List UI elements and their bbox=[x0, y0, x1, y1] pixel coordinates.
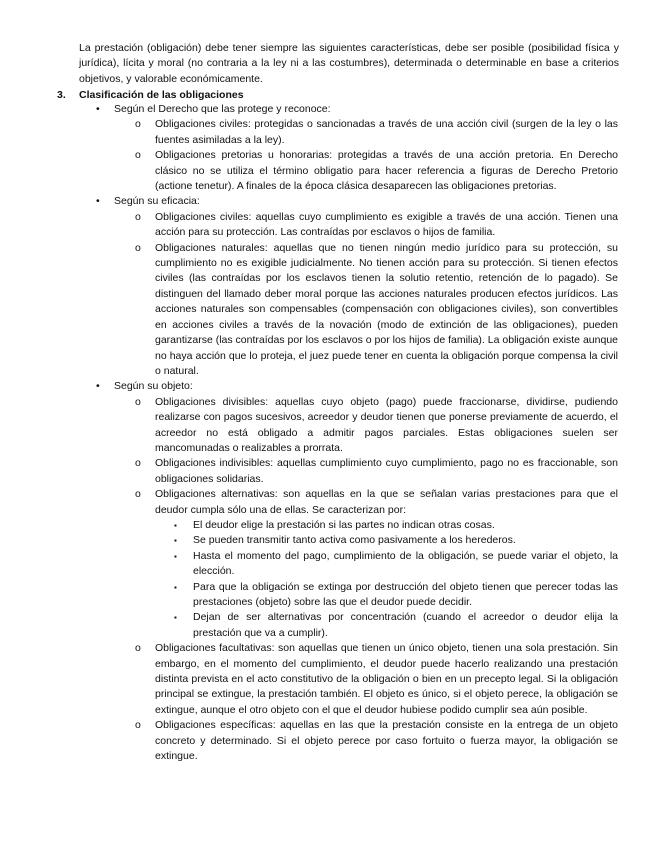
obligation-item bbox=[0, 148, 618, 194]
characteristic-text: Hasta el momento del pago, cumplimiento de la obligación, se puede variar el objeto, la elección. bbox=[193, 549, 618, 578]
obligation-text: Obligaciones facultativas: son aquellas que tienen un único objeto, tienen una sola prestación. Sin embargo, en el momento del cumplimiento, el deudor puede hacerlo realizando una prestación distinta prevista en el acto constitutivo de la obligación o bien en un precepto legal. Si la obligación principal se extingue, la prestación también. El objeto es único, si el objeto perece, la obligación se extingue, aunque el otro objeto con el que el deudor hubiese podido cumplir sea aún posible. bbox=[155, 642, 618, 716]
obligation-item bbox=[0, 641, 618, 718]
characteristic-item bbox=[0, 518, 618, 533]
classification-list bbox=[0, 102, 655, 764]
obligation-item bbox=[0, 117, 618, 148]
characteristic-item bbox=[0, 580, 618, 611]
square-bullet-icon: ▪ bbox=[174, 536, 177, 546]
characteristic-text: Se pueden transmitir tanto activa como pasivamente a los herederos. bbox=[193, 534, 516, 547]
characteristic-text: Para que la obligación se extinga por destrucción del objeto tienen que perecer todas las prestaciones (objeto) sobre las que el deudor puede decidir. bbox=[193, 580, 618, 608]
circle-bullet-icon: o bbox=[135, 642, 141, 655]
obligation-text: Obligaciones naturales: aquellas que no tienen ningún medio jurídico para su protección, su cumplimiento no es exigible judicialmente. No tienen acción para su protección. Si tienen efectos civiles (las contraídas por los esclavos tienen la solutio retentio, retención de lo pagado). Se distinguen del llamado deber moral porque las acciones naturales producen efectos jurídicos. Las acciones naturales son compensables (compensación con obligaciones civiles), son convertibles en acciones civiles a través de la novación (modo de extinción de las obligaciones), pueden garantizarse (las contraídas por los esclavos o por los hijos de familia). La obligación existe aunque no haya acción que lo proteja, el juez puede tener en cuenta la obligación porque compensa la civil o natural. bbox=[155, 241, 618, 377]
square-bullet-icon: ▪ bbox=[174, 582, 177, 592]
square-bullet-icon: ▪ bbox=[174, 613, 177, 623]
circle-bullet-icon: o bbox=[135, 457, 141, 470]
intro-paragraph: La prestación (obligación) debe tener siempre las siguientes características, debe ser posible (posibilidad física y jurídica), lícita y moral (no contraria a la ley ni a las costumbres), determinada o determinable en base a criterios objetivos, y valorable económicamente. bbox=[79, 42, 619, 85]
square-bullet-icon: ▪ bbox=[174, 551, 177, 561]
characteristic-text: Dejan de ser alternativas por concentración (cuando el acreedor o deudor elija la prestación que va a cumplir). bbox=[193, 611, 618, 639]
obligation-list bbox=[114, 210, 618, 379]
bullet-icon: • bbox=[96, 103, 100, 115]
obligation-item bbox=[0, 210, 618, 241]
circle-bullet-icon: o bbox=[135, 719, 141, 732]
bullet-icon: • bbox=[96, 380, 100, 393]
characteristic-text: El deudor elige la prestación si las partes no indican otras cosas. bbox=[193, 518, 495, 531]
characteristic-item bbox=[0, 549, 618, 580]
category-label: Según el Derecho que las protege y reconoce: bbox=[114, 103, 331, 115]
circle-bullet-icon: o bbox=[135, 149, 141, 162]
category-item bbox=[0, 194, 618, 379]
circle-bullet-icon: o bbox=[135, 488, 141, 501]
obligation-text: Obligaciones alternativas: son aquellas en la que se señalan varias prestaciones para que el deudor cumpla sólo una de ellas. Se caracterizan por: bbox=[155, 488, 618, 516]
section-number: 3. bbox=[57, 89, 66, 101]
obligation-text: Obligaciones indivisibles: aquellas cumplimiento cuyo cumplimiento, pago no es fraccionable, son obligaciones solidarias. bbox=[155, 457, 618, 485]
circle-bullet-icon: o bbox=[135, 241, 141, 254]
bullet-icon: • bbox=[96, 195, 100, 208]
category-item bbox=[0, 379, 618, 764]
obligation-item bbox=[0, 456, 618, 487]
circle-bullet-icon: o bbox=[135, 210, 141, 223]
obligation-text: Obligaciones civiles: protegidas o sancionadas a través de una acción civil (surgen de la ley o las fuentes asimiladas a la ley). bbox=[155, 118, 618, 146]
obligation-text: Obligaciones pretorias u honorarias: protegidas a través de una acción pretoria. En Derecho clásico no se utiliza el término obligatio para hacer referencia a figuras de Derecho Pretorio (actione tenetur). A finales de la época clásica desaparecen las obligaciones pretorias. bbox=[155, 149, 618, 193]
characteristic-list bbox=[155, 518, 618, 641]
category-item bbox=[0, 102, 618, 194]
obligation-text: Obligaciones civiles: aquellas cuyo cumplimiento es exigible a través de una acción. Tienen una acción para su protección. Las contraídas por esclavos o hijos de familia. bbox=[155, 210, 618, 239]
obligation-text: Obligaciones específicas: aquellas en las que la prestación consiste en la entrega de un objeto concreto y determinado. Si el objeto perece por caso fortuito o fuerza mayor, la obligación se extingue. bbox=[155, 719, 618, 763]
category-label: Según su objeto: bbox=[114, 380, 193, 393]
section-title: Clasificación de las obligaciones bbox=[79, 89, 244, 101]
obligation-item bbox=[0, 718, 618, 764]
obligation-list bbox=[114, 395, 618, 765]
obligation-item bbox=[0, 241, 618, 380]
circle-bullet-icon: o bbox=[135, 395, 141, 408]
category-label: Según su eficacia: bbox=[114, 195, 200, 208]
obligation-item bbox=[0, 395, 618, 457]
category-list bbox=[0, 102, 655, 764]
square-bullet-icon: ▪ bbox=[174, 520, 177, 530]
obligation-item bbox=[0, 487, 618, 641]
characteristic-item bbox=[0, 610, 618, 641]
obligation-text: Obligaciones divisibles: aquellas cuyo objeto (pago) puede fraccionarse, dividirse, pudiendo realizarse con pagos sucesivos, acreedor y deudor tienen que ponerse previamente de acuerdo, el acreedor no está obligado a admitir pagos parciales. Estas obligaciones suelen ser mancomunadas o realizables a prorrata. bbox=[155, 395, 618, 454]
characteristic-item bbox=[0, 533, 618, 548]
circle-bullet-icon: o bbox=[135, 118, 141, 131]
obligation-list bbox=[114, 117, 618, 194]
